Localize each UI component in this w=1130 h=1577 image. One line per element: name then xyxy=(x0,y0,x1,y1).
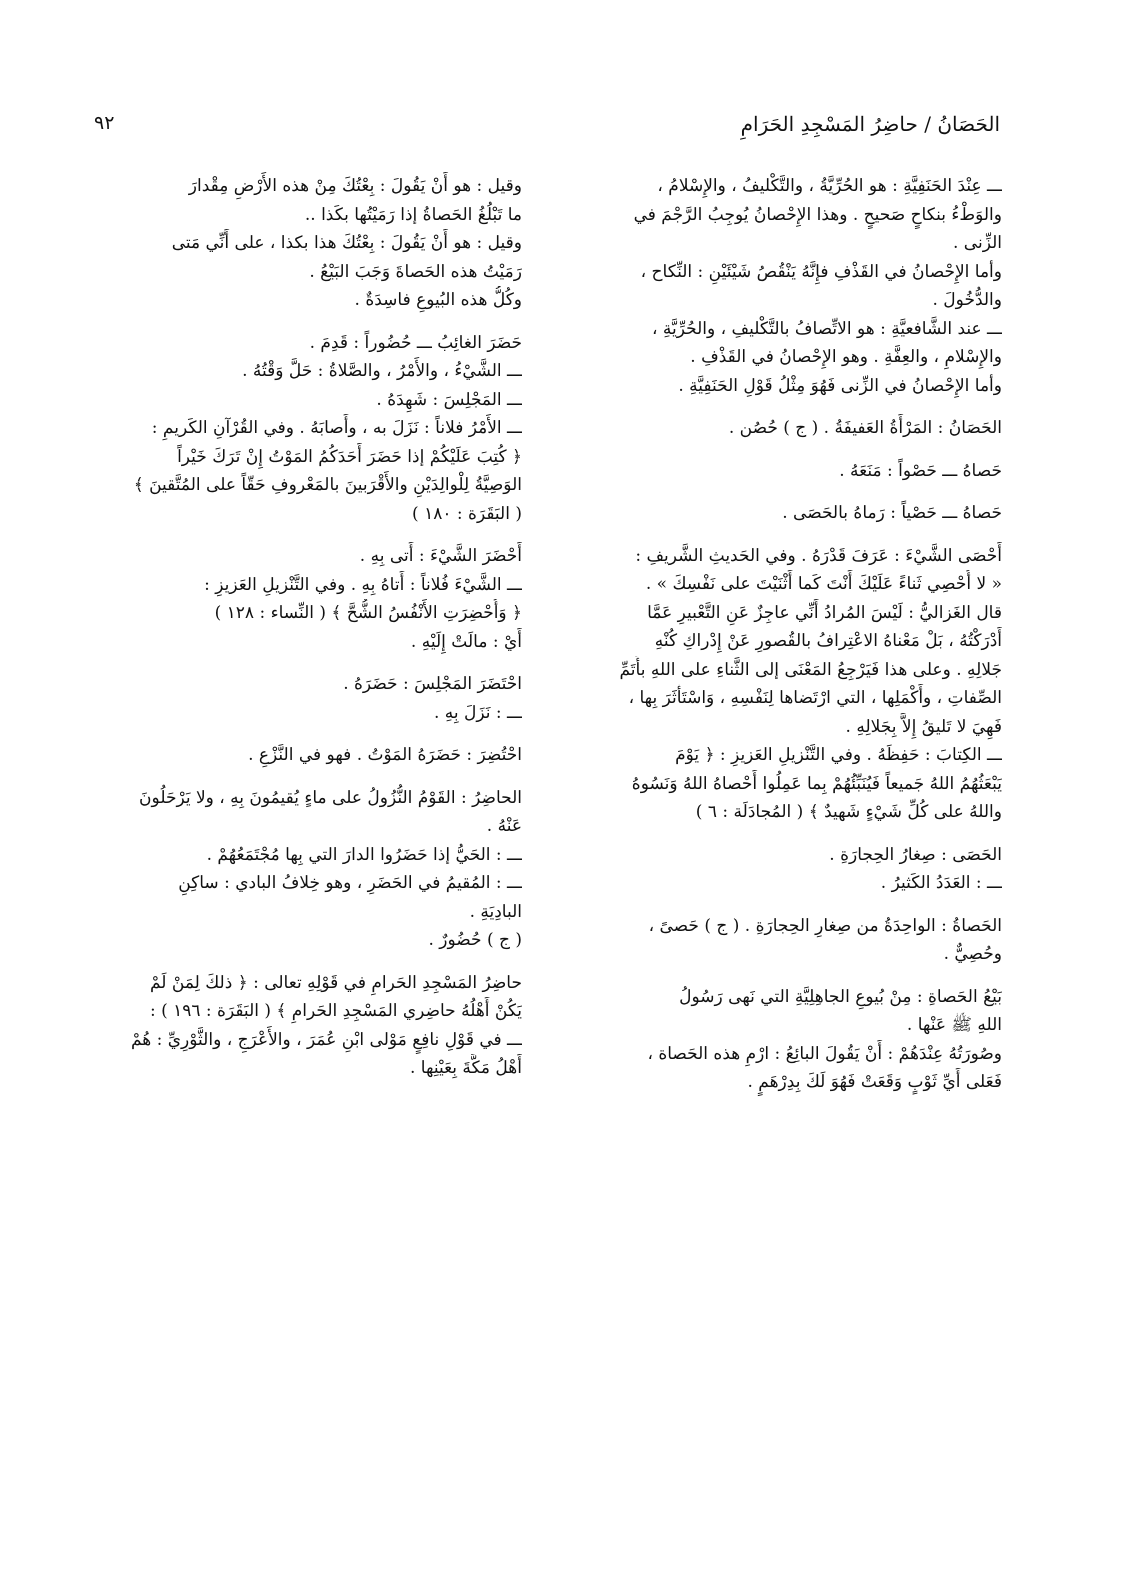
entry-line: حَصاهُ ـــ حَصْواً : مَنَعَهُ . xyxy=(839,460,1002,481)
entry-line: وحُصِيٌّ . xyxy=(943,944,1002,964)
entry-gap xyxy=(582,400,1002,414)
entry-block xyxy=(582,499,1002,528)
entry-line: والإِسْلامِ ، والعِفَّةِ . وهو الإِحْصانُ في القَذْفِ . xyxy=(690,347,1002,367)
entry-gap xyxy=(92,528,522,542)
entry-line: حَضَرَ الغائِبُ ـــ حُضُوراً : قَدِمَ . xyxy=(309,332,522,353)
entry-line: وأما الإِحْصانُ في الزِّنى فَهُوَ مِثْلُ قَوْلِ الحَنَفِيَّةِ . xyxy=(678,375,1002,396)
entry-line: ـــ المَجْلِسَ : شَهِدَهُ . xyxy=(376,389,522,410)
entry-line: ـــ : المُقيمُ في الحَضَرِ ، وهو خِلافُ البادي : ساكِنِ xyxy=(178,873,522,893)
entry-block xyxy=(582,841,1002,898)
entry-gap xyxy=(92,955,522,969)
entry-line: ( ج ) حُضُورٌ . xyxy=(428,930,522,950)
right-column xyxy=(582,172,1002,1097)
entry-line: ﴿ وَأُحْضِرَتِ الأَنْفُسُ الشُّحَّ ﴾ ( النِّساء : ١٢٨ ) xyxy=(214,603,522,623)
entry-block xyxy=(92,172,522,315)
entry-line: رَمَيْتُ هذه الحَصاةَ وَجَبَ البَيْعُ . xyxy=(309,261,522,282)
entry-line: ـــ عند الشَّافعيَّةِ : هو الاتِّصافُ بالتَّكْليفِ ، والحُرِّيَّةِ ، xyxy=(651,318,1002,339)
entry-gap xyxy=(582,898,1002,912)
entry-line: الزِّنى . xyxy=(953,233,1002,253)
entry-line: ( البَقَرَة : ١٨٠ ) xyxy=(412,503,522,524)
entry-line: وقيل : هو أَنْ يَقُولَ : بِعْتُكَ هذا بكذا ، على أَنِّي مَتى xyxy=(171,233,522,253)
entry-block xyxy=(92,741,522,770)
entry-line: الوَصِيَّةُ لِلْوالِدَيْنِ والأَقْرَبينَ بالمَعْروفِ حَقّاً على المُتَّقينَ ﴾ xyxy=(133,475,522,495)
entry-gap xyxy=(92,315,522,329)
entry-line: ـــ : نَزَلَ بِهِ . xyxy=(434,702,522,723)
entry-line: ـــ الأَمْرُ فلاناً : نَزَلَ به ، وأَصابَهُ . وفي القُرْآنِ الكَريمِ : xyxy=(151,418,522,438)
entry-line: بَيْعُ الحَصاةِ : مِنْ بُيوعِ الجاهِلِيَّةِ التي نَهى رَسُولُ xyxy=(679,986,1002,1007)
entry-line: أَدْرَكْتُهُ ، بَلْ مَعْناهُ الاعْتِرافُ بالقُصورِ عَنْ إِدْراكِ كُنْهِ xyxy=(654,631,1002,651)
entry-line: ﴿ كُتِبَ عَلَيْكُمْ إذا حَضَرَ أَحَدَكُمُ المَوْتُ إِنْ تَرَكَ خَيْراً xyxy=(177,446,522,467)
entry-line: فَعَلى أَيِّ ثَوْبٍ وَقَعَتْ فَهُوَ لَكَ بِدِرْهَمٍ . xyxy=(747,1072,1002,1092)
entry-line: أَحْضَرَ الشَّيْءَ : أَتى بِهِ . xyxy=(359,546,522,566)
entry-line: الحَصَى : صِغارُ الحِجارَةِ . xyxy=(829,844,1002,865)
entry-line: ـــ الشَّيْءَ فُلاناً : أَتاهُ بِهِ . وفي التَّنْزيلِ العَزيزِ : xyxy=(204,574,522,595)
entry-line: حَصاهُ ـــ حَصْياً : رَماهُ بالحَصَى . xyxy=(782,503,1002,523)
entry-line: والوَطْءُ بنكاحٍ صَحيحٍ . وهذا الإِحْصانُ يُوجِبُ الرَّجْمَ في xyxy=(633,204,1002,225)
entry-block xyxy=(582,457,1002,486)
entry-line: واللهُ على كُلِّ شَيْءٍ شَهيدٌ ﴾ ( المُجادَلَة : ٦ ) xyxy=(695,802,1002,822)
entry-block xyxy=(92,969,522,1083)
entry-gap xyxy=(582,969,1002,983)
entry-gap xyxy=(582,827,1002,841)
entry-block xyxy=(92,542,522,656)
entry-line: احْتَضَرَ المَجْلِسَ : حَضَرَهُ . xyxy=(343,674,522,694)
entry-line: ـــ الشَّيْءُ ، والأَمْرُ ، والصَّلاةُ : حَلَّ وَقْتُهُ . xyxy=(242,361,522,381)
entry-gap xyxy=(582,443,1002,457)
entry-line: البادِيَةِ . xyxy=(469,901,522,922)
entry-line: والدُّخُولَ . xyxy=(932,290,1002,310)
entry-gap xyxy=(92,727,522,741)
entry-line: اللهِ ﷺ عَنْها . xyxy=(906,1015,1002,1035)
running-title: الحَصَانُ / حاضِرُ المَسْجِدِ الحَرَامِ xyxy=(740,112,1000,136)
entry-line: الحاضِرُ : القَوْمُ النُّزُولُ على ماءٍ يُقيمُونَ بِهِ ، ولا يَرْحَلُونَ xyxy=(139,787,522,808)
entry-gap xyxy=(92,770,522,784)
entry-line: ـــ عِنْدَ الحَنَفِيَّةِ : هو الحُرِّيَّةُ ، والتَّكْليفُ ، والإِسْلامُ ، xyxy=(657,176,1002,196)
entry-line: ـــ : الحَيُّ إذا حَضَرُوا الدارَ التي بِها مُجْتَمَعُهُمْ . xyxy=(206,844,522,865)
entry-line: حاضِرُ المَسْجِدِ الحَرامِ في قَوْلِهِ تعالى : ﴿ ذلكَ لِمَنْ لَمْ xyxy=(149,972,522,993)
entry-line: جَلالِهِ . وعلى هذا فَيَرْجِعُ المَعْنَى إلى الثَّناءِ على اللهِ بأَتَمِّ xyxy=(619,659,1002,680)
entry-gap xyxy=(92,656,522,670)
entry-gap xyxy=(582,485,1002,499)
entry-line: عَنْهُ . xyxy=(486,816,522,836)
entry-block xyxy=(92,329,522,529)
entry-gap xyxy=(582,528,1002,542)
entry-block xyxy=(582,414,1002,443)
entry-block xyxy=(582,542,1002,827)
entry-line: الصِّفاتِ ، وأَكْمَلِها ، التي ارْتَضاها لِنَفْسِهِ ، وَاسْتَأْثَرَ بِها ، xyxy=(628,688,1002,708)
entry-line: وقيل : هو أَنْ يَقُولَ : بِعْتُكَ مِنْ هذه الأَرْضِ مِقْدارَ xyxy=(188,176,522,196)
entry-line: أَحْصَى الشَّيْءَ : عَرَفَ قَدْرَهُ . وفي الحَديثِ الشَّريفِ : xyxy=(635,545,1002,566)
entry-line: يَبْعَثُهُمُ اللهُ جَميعاً فَيُنَبِّئُهُمْ بِما عَمِلُوا أَحْصاهُ اللهُ وَنَسُوهُ xyxy=(631,773,1002,794)
entry-line: الحَصاةُ : الواحِدَةُ من صِغارِ الحِجارَةِ . ( ج ) حَصىً ، xyxy=(648,915,1002,936)
entry-line: « لا أُحْصِي ثَناءً عَلَيْكَ أَنْتَ كَما أَثْنَيْتَ على نَفْسِكَ » . xyxy=(645,574,1002,594)
page-header xyxy=(80,112,1000,148)
entry-line: وكُلُّ هذه البُيوعِ فاسِدَةٌ . xyxy=(354,290,522,310)
entry-block xyxy=(582,172,1002,400)
entry-line: وأما الإِحْصانُ في القَذْفِ فإِنَّهُ يَنْقُصُ شَيْئَيْنِ : النِّكاح ، xyxy=(640,261,1002,282)
entry-line: ـــ الكِتابَ : حَفِظَهُ . وفي التَّنْزيلِ العَزيزِ : ﴿ يَوْمَ xyxy=(675,745,1002,765)
entry-block xyxy=(582,983,1002,1097)
entry-line: وصُورَتُهُ عِنْدَهُمْ : أَنْ يَقُولَ البائِعُ : ارْمِ هذه الحَصاة ، xyxy=(647,1043,1002,1064)
entry-line: أَهْلُ مَكَّةَ بِعَيْنِها . xyxy=(410,1058,522,1078)
entry-line: أَيْ : مالَتْ إِلَيْهِ . xyxy=(410,631,522,652)
entry-block xyxy=(582,912,1002,969)
entry-line: يَكُنْ أَهْلُهُ حاضِري المَسْجِدِ الحَرامِ ﴾ ( البَقَرَة : ١٩٦ ) : xyxy=(149,1001,522,1021)
entry-line: ـــ في قَوْلِ نافِعٍ مَوْلى ابْنِ عُمَرَ ، والأَعْرَجِ ، والثَّوْرِيِّ : هُمْ xyxy=(130,1029,522,1050)
entry-block xyxy=(92,670,522,727)
page-number: ٩٢ xyxy=(94,112,115,134)
entry-line: فَهِيَ لا تَليقُ إِلاَّ بِجَلالِهِ . xyxy=(845,716,1002,737)
left-column xyxy=(92,172,522,1083)
entry-line: قال الغَزاليُّ : لَيْسَ المُرادُ أَنِّي عاجِزٌ عَنِ التَّعْبيرِ عَمَّا xyxy=(647,602,1002,623)
entry-line: احْتُضِرَ : حَضَرَهُ المَوْتُ . فهو في النَّزْعِ . xyxy=(248,745,522,765)
entry-line: ـــ : العَدَدُ الكَثيرُ . xyxy=(880,873,1002,893)
entry-line: ما تَبْلُغُ الحَصاةُ إذا رَمَيْتُها بكَذا .. xyxy=(304,204,522,225)
entry-line: الحَصَانُ : المَرْأَةُ العَفيفَةُ . ( ج ) حُصُن . xyxy=(728,418,1002,438)
entry-block xyxy=(92,784,522,955)
